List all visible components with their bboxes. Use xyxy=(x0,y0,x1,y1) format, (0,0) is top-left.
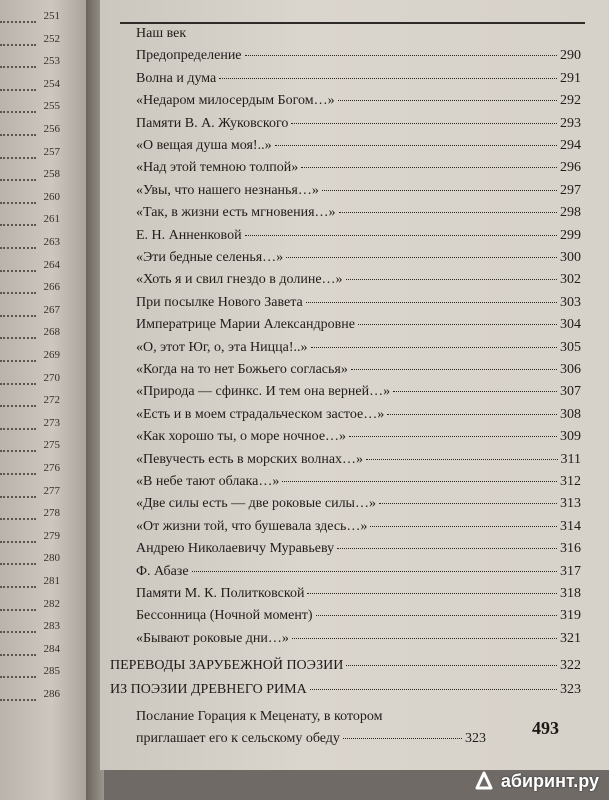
entry-title: «Бывают роковые дни…» xyxy=(136,630,289,646)
section-title: ПЕРЕВОДЫ ЗАРУБЕЖНОЙ ПОЭЗИИ xyxy=(110,658,344,673)
entry-page-number: 293 xyxy=(560,115,581,131)
toc-entry xyxy=(136,564,581,586)
entry-title: «Хоть я и свил гнездо в долине…» xyxy=(136,272,343,288)
entry-page-number: 296 xyxy=(560,160,581,176)
entry-page-number: 298 xyxy=(560,205,581,221)
entry-page-number: 302 xyxy=(560,272,581,288)
dot-leader xyxy=(349,436,557,437)
entry-title: Наш век xyxy=(136,26,187,41)
dot-leader xyxy=(339,212,557,213)
toc-entry xyxy=(136,541,581,563)
facing-page-number: 276 xyxy=(0,462,86,482)
toc-section-rome xyxy=(110,682,581,704)
entry-title-line2-row xyxy=(136,728,486,750)
toc-entry xyxy=(136,228,581,250)
facing-page-number: 260 xyxy=(0,191,86,211)
toc-entry-multiline xyxy=(136,706,581,750)
entry-title-line2: приглашает его к сельскому обеду xyxy=(136,731,340,746)
facing-page-number: 286 xyxy=(0,688,86,708)
facing-page-number: 252 xyxy=(0,33,86,53)
toc-entry xyxy=(136,384,581,406)
facing-page-number: 279 xyxy=(0,530,86,550)
toc-entry xyxy=(136,429,581,451)
dot-leader xyxy=(307,593,557,594)
entry-page-number: 314 xyxy=(560,518,581,534)
entry-page-number: 321 xyxy=(560,630,581,646)
dot-leader xyxy=(322,190,557,191)
entry-page-number: 317 xyxy=(560,563,581,579)
labirint-logo-icon xyxy=(473,770,495,792)
entry-title: Ф. Абазе xyxy=(136,563,189,579)
facing-page-number: 254 xyxy=(0,78,86,98)
dot-leader xyxy=(286,257,557,258)
entry-title: Императрице Марии Александровне xyxy=(136,317,355,333)
toc-entry xyxy=(136,205,581,227)
facing-page-number: 266 xyxy=(0,281,86,301)
facing-page-number: 278 xyxy=(0,507,86,527)
entry-page-number: 306 xyxy=(560,362,581,377)
section-page-number: 323 xyxy=(560,682,581,697)
facing-page-number: 251 xyxy=(0,10,86,30)
entry-title: «В небе тают облака…» xyxy=(136,474,280,489)
entry-title: Бессонница (Ночной момент) xyxy=(136,608,313,624)
entry-title: «Две силы есть — две роковые силы…» xyxy=(136,496,376,512)
facing-page-number: 263 xyxy=(0,236,86,256)
facing-page-number: 280 xyxy=(0,552,86,572)
facing-page-number: 284 xyxy=(0,643,86,663)
toc-entry xyxy=(136,608,581,630)
toc-entry xyxy=(136,26,581,48)
toc-entry xyxy=(136,272,581,294)
entry-title: Андрею Николаевичу Муравьеву xyxy=(136,541,335,557)
folio-page-number: 493 xyxy=(532,718,559,738)
dot-leader xyxy=(366,459,557,460)
facing-page-number: 256 xyxy=(0,123,86,143)
dot-leader xyxy=(337,548,557,549)
entry-page-number: 300 xyxy=(560,250,581,265)
dot-leader xyxy=(275,145,557,146)
entry-title: «Как хорошо ты, о море ночное…» xyxy=(136,429,347,445)
toc-entry xyxy=(136,48,581,70)
entry-page-number: 308 xyxy=(560,406,581,422)
entry-title: «Над этой темною толпой» xyxy=(136,160,299,176)
dot-leader xyxy=(311,347,557,348)
entry-title: «Так, в жизни есть мгновения…» xyxy=(136,205,336,221)
toc-section-translations xyxy=(110,658,581,680)
dot-leader xyxy=(346,279,557,280)
entry-title: «Эти бедные селенья…» xyxy=(136,250,284,265)
entry-title: Памяти В. А. Жуковского xyxy=(136,115,289,131)
entry-title: «Природа — сфинкс. И тем она верней…» xyxy=(136,384,391,400)
entry-page-number: 311 xyxy=(560,451,581,467)
facing-page-number: 272 xyxy=(0,394,86,414)
entry-page-number: 316 xyxy=(560,541,581,557)
toc-entry xyxy=(136,116,581,138)
facing-page-number: 255 xyxy=(0,100,86,120)
toc-entry xyxy=(136,496,581,518)
toc-entry xyxy=(136,71,581,93)
dot-leader xyxy=(292,638,557,639)
entry-title: Памяти М. К. Политковской xyxy=(136,586,305,601)
toc-entry xyxy=(136,474,581,496)
dot-leader xyxy=(379,503,557,504)
facing-page-number: 283 xyxy=(0,620,86,640)
toc-entry xyxy=(136,138,581,160)
entry-title: «От жизни той, что бушевала здесь…» xyxy=(136,518,368,534)
dot-leader xyxy=(282,481,557,482)
dot-leader xyxy=(370,526,557,527)
dot-leader xyxy=(343,738,462,739)
entry-page-number: 313 xyxy=(560,496,581,512)
entry-title: Предопределение xyxy=(136,48,242,64)
facing-page-number: 264 xyxy=(0,259,86,279)
entry-page-number: 294 xyxy=(560,138,581,153)
toc-entry xyxy=(136,631,581,653)
dot-leader xyxy=(316,615,557,616)
dot-leader xyxy=(338,100,557,101)
dot-leader xyxy=(301,167,557,168)
watermark-text: абиринт.ру xyxy=(500,770,599,791)
facing-page-number: 257 xyxy=(0,146,86,166)
entry-title: Волна и дума xyxy=(136,70,217,86)
toc-entry xyxy=(136,362,581,384)
section-title: ИЗ ПОЭЗИИ ДРЕВНЕГО РИМА xyxy=(110,682,307,697)
entry-page-number: 309 xyxy=(560,429,581,445)
dot-leader xyxy=(306,302,557,303)
dot-leader xyxy=(351,369,557,370)
entry-page-number: 323 xyxy=(465,731,486,746)
entry-title: «Когда на то нет Божьего согласья» xyxy=(136,362,348,377)
entry-title: «Есть и в моем страдальческом застое…» xyxy=(136,406,385,422)
entry-page-number: 307 xyxy=(560,384,581,400)
toc-entry xyxy=(136,452,581,474)
facing-page-number: 253 xyxy=(0,55,86,75)
dot-leader xyxy=(310,689,557,690)
entry-page-number: 297 xyxy=(560,182,581,198)
facing-page-number: 258 xyxy=(0,168,86,188)
facing-page-number: 269 xyxy=(0,349,86,369)
entry-page-number: 319 xyxy=(560,608,581,624)
entry-page-number: 290 xyxy=(560,48,581,64)
entry-page-number: 312 xyxy=(560,474,581,489)
entry-page-number: 292 xyxy=(560,93,581,109)
toc-entry xyxy=(136,519,581,541)
entry-title: «Певучесть есть в морских волнах…» xyxy=(136,451,364,467)
dot-leader xyxy=(192,571,557,572)
toc-entry xyxy=(136,340,581,362)
entry-title: «Недаром милосердым Богом…» xyxy=(136,93,335,109)
dot-leader xyxy=(219,78,557,79)
entry-page-number: 318 xyxy=(560,586,581,601)
dot-leader xyxy=(387,414,557,415)
dot-leader xyxy=(291,123,557,124)
watermark xyxy=(473,770,599,792)
facing-page-number: 282 xyxy=(0,598,86,618)
facing-page-number: 267 xyxy=(0,304,86,324)
entry-title: «Увы, что нашего незнанья…» xyxy=(136,182,319,198)
facing-page-number: 277 xyxy=(0,485,86,505)
toc-entry xyxy=(136,586,581,608)
facing-page-number: 261 xyxy=(0,213,86,233)
entry-page-number: 304 xyxy=(560,317,581,333)
entry-title-line1: Послание Горация к Меценату, в котором xyxy=(136,709,383,724)
header-rule xyxy=(120,22,585,24)
toc-entry xyxy=(136,93,581,115)
facing-page-number: 273 xyxy=(0,417,86,437)
entry-title: «О, этот Юг, о, эта Ницца!..» xyxy=(136,339,308,355)
dot-leader xyxy=(245,55,557,56)
entry-page-number: 305 xyxy=(560,339,581,355)
toc-entry xyxy=(136,250,581,272)
entry-page-number: 291 xyxy=(560,70,581,86)
facing-page xyxy=(0,0,86,800)
entry-title: Е. Н. Анненковой xyxy=(136,227,242,243)
entry-page-number: 303 xyxy=(560,294,581,310)
toc-entry xyxy=(136,407,581,429)
facing-page-number: 275 xyxy=(0,439,86,459)
dot-leader xyxy=(358,324,557,325)
toc-page xyxy=(100,0,609,770)
dot-leader xyxy=(346,665,557,666)
entry-title: При посылке Нового Завета xyxy=(136,294,303,310)
facing-page-number: 268 xyxy=(0,326,86,346)
toc-entry xyxy=(136,160,581,182)
entry-page-number: 299 xyxy=(560,227,581,243)
toc-entry xyxy=(136,295,581,317)
entry-title: «О вещая душа моя!..» xyxy=(136,138,272,153)
dot-leader xyxy=(393,391,557,392)
toc-entry xyxy=(136,183,581,205)
section-page-number: 322 xyxy=(560,658,581,673)
facing-page-number: 285 xyxy=(0,665,86,685)
facing-page-number: 270 xyxy=(0,372,86,392)
facing-page-number: 281 xyxy=(0,575,86,595)
dot-leader xyxy=(245,235,557,236)
toc-entry xyxy=(136,317,581,339)
